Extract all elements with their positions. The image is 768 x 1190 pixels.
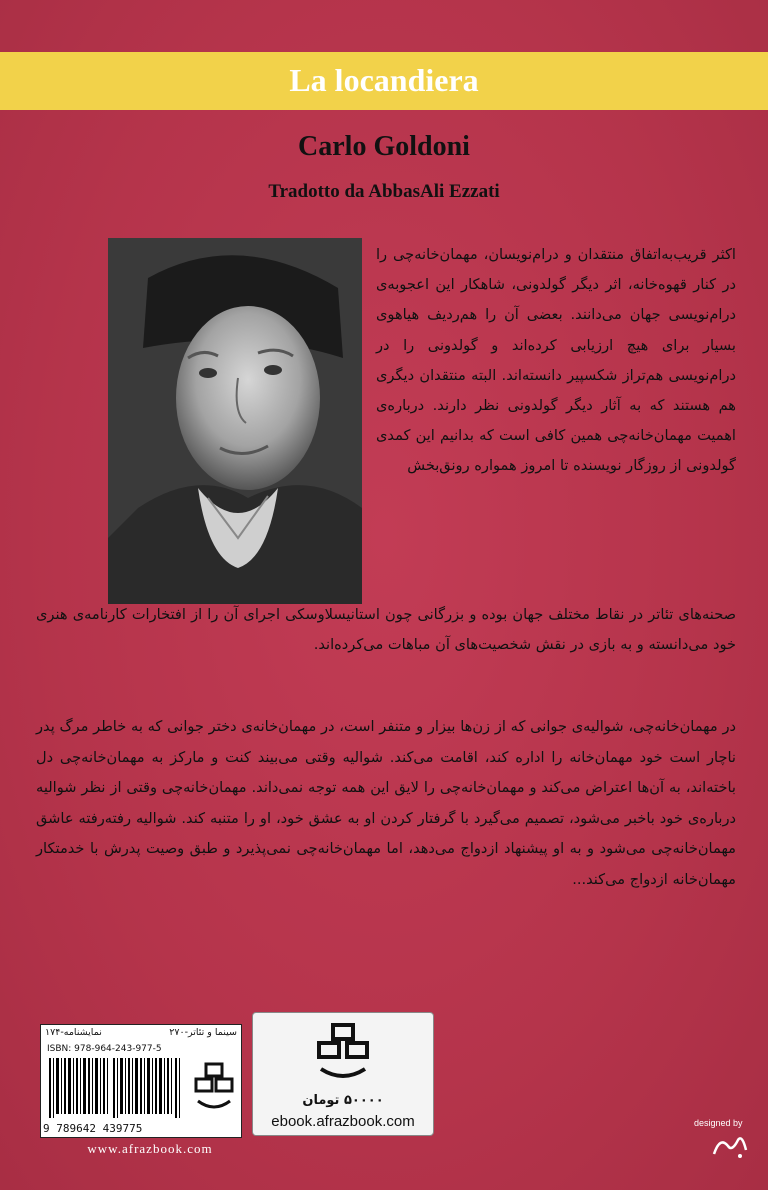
category-text: سینما و تئاتر-۲۷۰ [169, 1027, 237, 1038]
portrait-engraving [108, 238, 362, 604]
designer-signature-icon [710, 1132, 750, 1162]
publisher-logo-icon [193, 1061, 235, 1115]
barcode-bars [49, 1058, 189, 1118]
isbn-text: ISBN: 978-964-243-977-5 [47, 1044, 162, 1054]
publisher-website: www.afrazbook.com [87, 1141, 213, 1156]
author-portrait [108, 238, 362, 604]
description-paragraph-1: اکثر قریب‌به‌اتفاق منتقدان و درام‌نویسان، مهمان‌خانه‌چی را در کنار قهوه‌خانه، اثر دیگر گولدونی، شاهکار این اعجوبه‌ی درام‌نویسی جهان می‌دانند. بعضی آن را هم‌ردیف هیاهوی بسیار برای هیچ ارزیابی کرده‌اند و گولدونی را در درام‌نویسی هم‌تراز شکسپیر دانسته‌اند. البته منتقدان دیگری هم هستند که به آثار دیگر گولدونی نظر دارند. درباره‌ی اهمیت مهمان‌خانه‌چی همین کافی است که بدانیم این کمدی گولدونی از روزگار نویسنده تا امروز همواره رونق‌بخش [376, 246, 736, 475]
price-sticker [252, 1012, 434, 1136]
barcode-header [41, 1027, 241, 1041]
barcode-digits: 9 789642 439775 [43, 1122, 143, 1135]
book-title: La locandiera [289, 62, 479, 98]
publisher-logo-icon [313, 1021, 373, 1091]
ebook-url: ebook.afrazbook.com [271, 1113, 415, 1130]
price-text: ۵۰۰۰۰ تومان [302, 1093, 384, 1108]
designed-by-label: designed by [694, 1118, 743, 1128]
author-name: Carlo Goldoni [298, 131, 470, 162]
barcode-label [40, 1024, 242, 1138]
description-paragraph-1-continued: صحنه‌های تئاتر در نقاط مختلف جهان بوده و بزرگانی چون استانیسلاوسکی اجرای آن را از افتخارات کارنامه‌ی هنری خود می‌دانسته و به بازی در نقش شخصیت‌های آن مباهات می‌کرده‌اند. [36, 606, 736, 654]
description-paragraph-2: در مهمان‌خانه‌چی، شوالیه‌ی جوانی که از زن‌ها بیزار و متنفر است، در مهمان‌خانه‌ی دختر جوانی که به خاطر مرگ پدر ناچار است خود مهمان‌خانه را اداره کند، اقامت می‌کند. شوالیه وقتی می‌بیند کنت و مارکز به مهمان‌خانه‌چی دل باخته‌اند، به آن‌ها اعتراض می‌کند و مهمان‌خانه‌چی را لایق این همه توجه نمی‌داند. مهمان‌خانه‌چی وقتی از نظر شوالیه درباره‌ی خود باخبر می‌شود، تصمیم می‌گیرد با گرفتار کردن او به عشق خود، او را متنبه کند. شوالیه رفته‌رفته عاشق مهمان‌خانه‌چی می‌شود و به او پیشنهاد ازدواج می‌دهد، اما مهمان‌خانه‌چی نمی‌پذیرد و طبق وصیت پدرش با خدمتکار مهمان‌خانه ازدواج می‌کند... [36, 718, 736, 888]
translator-credit: Tradotto da AbbasAli Ezzati [268, 181, 500, 202]
series-text: نمایشنامه-۱۷۴ [45, 1027, 102, 1038]
